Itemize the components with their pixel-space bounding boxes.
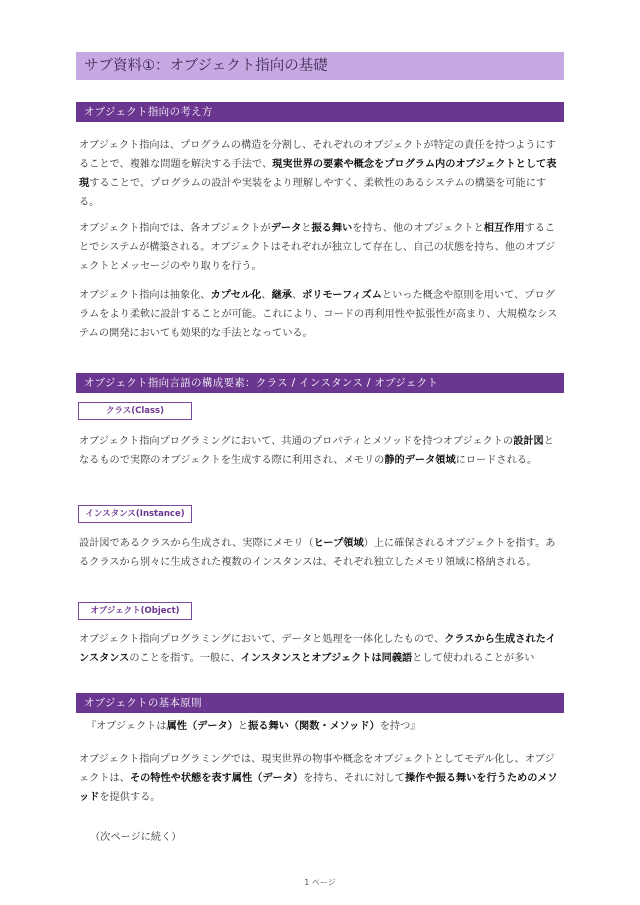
emphasis-run-3: 振る舞い (311, 223, 353, 234)
emphasis-run-3: インスタンスとオブジェクトは同義語 (240, 653, 413, 664)
text-run-2: 、 (261, 290, 272, 301)
page-number: 1 ページ (304, 878, 336, 887)
emphasis-run-5: ポリモーフィズム (302, 290, 382, 301)
text-run-0: 『オブジェクトは (86, 721, 167, 732)
instance-term-label: インスタンス(Instance) (78, 505, 192, 523)
text-run-0: オブジェクト指向プログラミングにおいて、データと処理を一体化したもので、 (79, 634, 445, 645)
text-run-4: を提供する。 (99, 792, 161, 803)
emphasis-run-5: 相互作用 (483, 223, 525, 234)
text-run-6: といった概念や原則を用いて、プログラムをより柔軟に設計することが可能。これにより、コードの再利用性や拡張性が高まり、大規模なシステムの開発においても効果的な手法となっている。 (79, 290, 558, 339)
text-run-4: を持つ』 (379, 721, 421, 732)
text-run-2: ）上に確保されるオブジェクトを指す。あるクラスから別々に生成された複数のインスタンスは、それぞれ独立したメモリ領域に格納される。 (79, 538, 556, 568)
class-term-label: クラス(Class) (78, 402, 192, 420)
text-run-0: オブジェクト指向は、プログラムの構造を分割し、それぞれのオブジェクトが特定の責任を持つようにすることで、複雑な問題を解決する手法で、 (79, 140, 556, 170)
section-heading-principles: オブジェクトの基本原則 (76, 693, 564, 713)
object-term-label: オブジェクト(Object) (78, 602, 192, 620)
emphasis-run-3: 操作や振る舞いを行うためのメソッド (79, 773, 558, 803)
text-run-2: と (301, 223, 312, 234)
object-description (79, 630, 563, 668)
text-run-0: オブジェクト指向プログラミングでは、現実世界の物事や概念をオブジェクトとしてモデル化し、オブジェクトは、 (79, 754, 555, 784)
emphasis-run-3: 継承 (271, 290, 292, 301)
text-run-6: することでシステムが構築される。オブジェクトはそれぞれが独立して存在し、自己の状態を持ち、他のオブジェクトとメッセージのやり取りを行う。 (79, 223, 556, 272)
principle-quote (86, 717, 556, 736)
text-run-0: 設計図であるクラスから生成され、実際にメモリ（ (79, 538, 314, 549)
emphasis-run-3: 振る舞い（関数・メソッド） (248, 721, 380, 732)
text-run-2: と (237, 721, 249, 732)
text-run-4: にロードされる。 (455, 455, 538, 466)
instance-description (79, 534, 563, 572)
emphasis-run-1: クラスから生成されたインスタンス (79, 634, 556, 664)
page-title: サブ資料①：オブジェクト指向の基礎 (76, 52, 564, 80)
section-heading-concept: オブジェクト指向の考え方 (76, 102, 564, 122)
text-run-4: として使われることが多い (412, 653, 535, 664)
text-run-4: を持ち、他のオブジェクトと (352, 223, 484, 234)
continue-note: （次ページに続く） (90, 832, 182, 843)
text-run-0: オブジェクト指向では、各オブジェクトが (79, 223, 271, 234)
text-run-2: を持ち、それに対して (303, 773, 405, 784)
concept-paragraph-2 (79, 219, 563, 276)
text-run-4: 、 (291, 290, 303, 301)
emphasis-run-1: カプセル化 (210, 290, 262, 301)
concept-paragraph-3 (79, 286, 563, 343)
emphasis-run-3: 静的データ領域 (384, 455, 456, 466)
text-run-0: オブジェクト指向は抽象化、 (79, 290, 211, 301)
emphasis-run-1: 設計図 (513, 436, 544, 447)
text-run-2: のことを指す。一般に、 (129, 653, 241, 664)
concept-paragraph-1 (79, 136, 563, 212)
emphasis-run-1: その特性や状態を表す属性（データ） (129, 773, 304, 784)
emphasis-run-1: 属性（データ） (166, 721, 238, 732)
text-run-2: することで、プログラムの設計や実装をより理解しやすく、柔軟性のあるシステムの構築を可能にする。 (79, 178, 547, 208)
emphasis-run-1: 現実世界の要素や概念をプログラム内のオブジェクトとして表現 (79, 159, 557, 189)
emphasis-run-1: データ (270, 223, 302, 234)
class-description (79, 432, 563, 470)
text-run-2: となるもので実際のオブジェクトを生成する際に利用され、メモリの (79, 436, 554, 466)
principle-description (79, 750, 563, 807)
section-heading-elements: オブジェクト指向言語の構成要素：クラス / インスタンス / オブジェクト (76, 373, 564, 393)
text-run-0: オブジェクト指向プログラミングにおいて、共通のプロパティとメソッドを持つオブジェクトの (79, 436, 514, 447)
emphasis-run-1: ヒープ領域 (313, 538, 364, 549)
